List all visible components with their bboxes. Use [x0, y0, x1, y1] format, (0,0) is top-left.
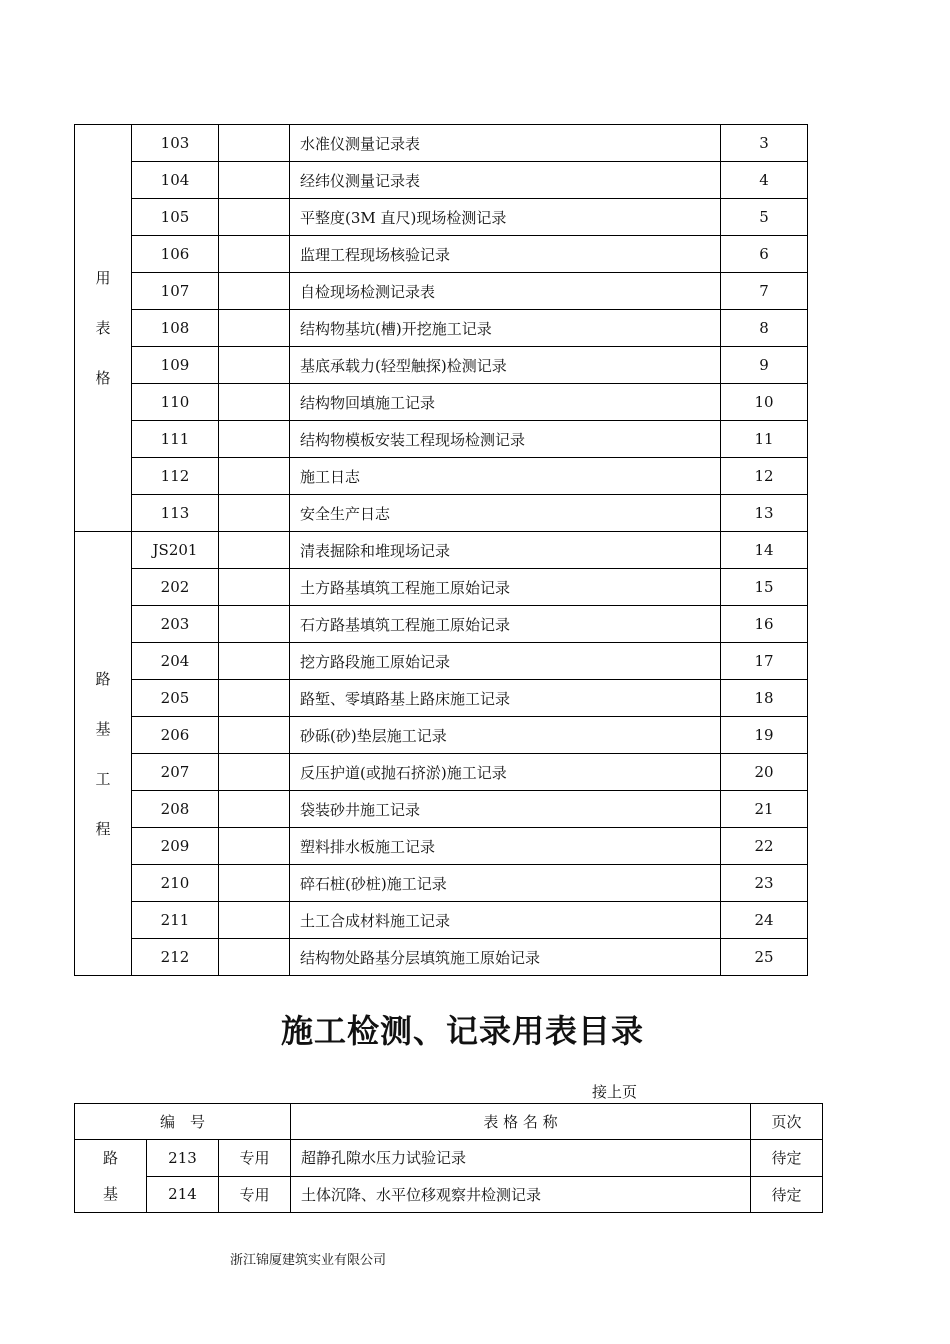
type-cell: [219, 569, 290, 606]
name-cell: 石方路基填筑工程施工原始记录: [290, 606, 721, 643]
code-cell: JS201: [132, 532, 219, 569]
name-cell: 塑料排水板施工记录: [290, 828, 721, 865]
type-cell: [219, 347, 290, 384]
type-cell: 专用: [219, 1140, 291, 1177]
table-row: [75, 384, 808, 421]
page-cell: 18: [721, 680, 808, 717]
page-cell: 4: [721, 162, 808, 199]
page-cell: 23: [721, 865, 808, 902]
name-cell: 超静孔隙水压力试验记录: [291, 1140, 751, 1177]
page-cell: 14: [721, 532, 808, 569]
table-row: [75, 421, 808, 458]
name-cell: 平整度(3M 直尺)现场检测记录: [290, 199, 721, 236]
page-cell: 11: [721, 421, 808, 458]
category-char: 表: [95, 319, 111, 337]
table-row: [75, 273, 808, 310]
name-cell: 土体沉降、水平位移观察井检测记录: [291, 1176, 751, 1213]
code-cell: 204: [132, 643, 219, 680]
table-row: [75, 754, 808, 791]
name-cell: 经纬仪测量记录表: [290, 162, 721, 199]
type-cell: [219, 939, 290, 976]
type-cell: [219, 310, 290, 347]
category-char: 基: [95, 719, 111, 738]
page-cell: 16: [721, 606, 808, 643]
code-cell: 214: [147, 1176, 219, 1213]
type-cell: [219, 384, 290, 421]
code-cell: 209: [132, 828, 219, 865]
type-cell: 专用: [219, 1176, 291, 1213]
page-cell: 9: [721, 347, 808, 384]
type-cell: [219, 754, 290, 791]
table-row: [75, 865, 808, 902]
index-table-continued: [74, 124, 808, 976]
table-row: [75, 1176, 823, 1213]
table-row: [75, 717, 808, 754]
table-row: [75, 125, 808, 162]
category-char: 工: [95, 769, 111, 788]
header-number: 编 号: [75, 1104, 291, 1140]
table-row: [75, 532, 808, 569]
code-cell: 208: [132, 791, 219, 828]
page-title: 施工检测、记录用表目录: [280, 1012, 644, 1050]
table-row: [75, 569, 808, 606]
category-char: 用: [95, 269, 111, 287]
name-cell: 砂砾(砂)垫层施工记录: [290, 717, 721, 754]
table-row: [75, 199, 808, 236]
code-cell: 207: [132, 754, 219, 791]
name-cell: 清表掘除和堆现场记录: [290, 532, 721, 569]
code-cell: 104: [132, 162, 219, 199]
code-cell: 106: [132, 236, 219, 273]
category-cell: [75, 532, 132, 976]
page-cell: 13: [721, 495, 808, 532]
table-header-row: [75, 1104, 823, 1140]
type-cell: [219, 125, 290, 162]
name-cell: 袋装砂井施工记录: [290, 791, 721, 828]
type-cell: [219, 421, 290, 458]
table-row: [75, 680, 808, 717]
name-cell: 结构物处路基分层填筑施工原始记录: [290, 939, 721, 976]
page-cell: 15: [721, 569, 808, 606]
type-cell: [219, 643, 290, 680]
table-row: [75, 347, 808, 384]
name-cell: 基底承载力(轻型触探)检测记录: [290, 347, 721, 384]
page-cell: 20: [721, 754, 808, 791]
code-cell: 203: [132, 606, 219, 643]
page-cell: 5: [721, 199, 808, 236]
name-cell: 挖方路段施工原始记录: [290, 643, 721, 680]
table-row: [75, 828, 808, 865]
table-row: [75, 902, 808, 939]
name-cell: 路堑、零填路基上路床施工记录: [290, 680, 721, 717]
index-table: [74, 1103, 823, 1213]
page-cell: 17: [721, 643, 808, 680]
name-cell: 结构物模板安装工程现场检测记录: [290, 421, 721, 458]
header-page: 页次: [751, 1104, 823, 1140]
name-cell: 结构物回填施工记录: [290, 384, 721, 421]
code-cell: 202: [132, 569, 219, 606]
category-char: 路: [95, 669, 111, 688]
code-cell: 113: [132, 495, 219, 532]
page-cell: 24: [721, 902, 808, 939]
code-cell: 212: [132, 939, 219, 976]
type-cell: [219, 273, 290, 310]
page-cell: 待定: [751, 1176, 823, 1213]
name-cell: 安全生产日志: [290, 495, 721, 532]
type-cell: [219, 495, 290, 532]
table-row: [75, 236, 808, 273]
name-cell: 反压护道(或抛石挤淤)施工记录: [290, 754, 721, 791]
page-cell: 21: [721, 791, 808, 828]
type-cell: [219, 199, 290, 236]
type-cell: [219, 717, 290, 754]
name-cell: 土方路基填筑工程施工原始记录: [290, 569, 721, 606]
type-cell: [219, 236, 290, 273]
name-cell: 监理工程现场核验记录: [290, 236, 721, 273]
type-cell: [219, 532, 290, 569]
table-row: [75, 1140, 823, 1177]
type-cell: [219, 606, 290, 643]
code-cell: 108: [132, 310, 219, 347]
continued-note: 接上页: [592, 1083, 638, 1101]
code-cell: 211: [132, 902, 219, 939]
code-cell: 103: [132, 125, 219, 162]
page-cell: 8: [721, 310, 808, 347]
table-row: [75, 495, 808, 532]
category-char: 基: [102, 1185, 118, 1203]
page-cell: 6: [721, 236, 808, 273]
name-cell: 水准仪测量记录表: [290, 125, 721, 162]
type-cell: [219, 458, 290, 495]
page-cell: 10: [721, 384, 808, 421]
category-cell: [75, 1140, 147, 1213]
page-cell: 22: [721, 828, 808, 865]
name-cell: 碎石桩(砂桩)施工记录: [290, 865, 721, 902]
code-cell: 210: [132, 865, 219, 902]
page-cell: 25: [721, 939, 808, 976]
code-cell: 110: [132, 384, 219, 421]
code-cell: 112: [132, 458, 219, 495]
code-cell: 205: [132, 680, 219, 717]
category-char: 路: [102, 1149, 118, 1167]
type-cell: [219, 791, 290, 828]
company-footer: 浙江锦厦建筑实业有限公司: [230, 1253, 387, 1268]
type-cell: [219, 865, 290, 902]
code-cell: 105: [132, 199, 219, 236]
code-cell: 109: [132, 347, 219, 384]
type-cell: [219, 828, 290, 865]
table-row: [75, 606, 808, 643]
code-cell: 111: [132, 421, 219, 458]
page-cell: 19: [721, 717, 808, 754]
name-cell: 施工日志: [290, 458, 721, 495]
table-row: [75, 162, 808, 199]
table-row: [75, 643, 808, 680]
page-cell: 待定: [751, 1140, 823, 1177]
code-cell: 206: [132, 717, 219, 754]
table-row: [75, 939, 808, 976]
name-cell: 结构物基坑(槽)开挖施工记录: [290, 310, 721, 347]
table-row: [75, 310, 808, 347]
header-name: 表 格 名 称: [291, 1104, 751, 1140]
name-cell: 土工合成材料施工记录: [290, 902, 721, 939]
name-cell: 自检现场检测记录表: [290, 273, 721, 310]
table-row: [75, 791, 808, 828]
category-char: 格: [95, 369, 111, 387]
page-cell: 12: [721, 458, 808, 495]
page-cell: 7: [721, 273, 808, 310]
type-cell: [219, 162, 290, 199]
page-cell: 3: [721, 125, 808, 162]
category-cell: [75, 125, 132, 532]
code-cell: 107: [132, 273, 219, 310]
type-cell: [219, 902, 290, 939]
category-char: 程: [95, 819, 111, 838]
type-cell: [219, 680, 290, 717]
table-row: [75, 458, 808, 495]
code-cell: 213: [147, 1140, 219, 1177]
